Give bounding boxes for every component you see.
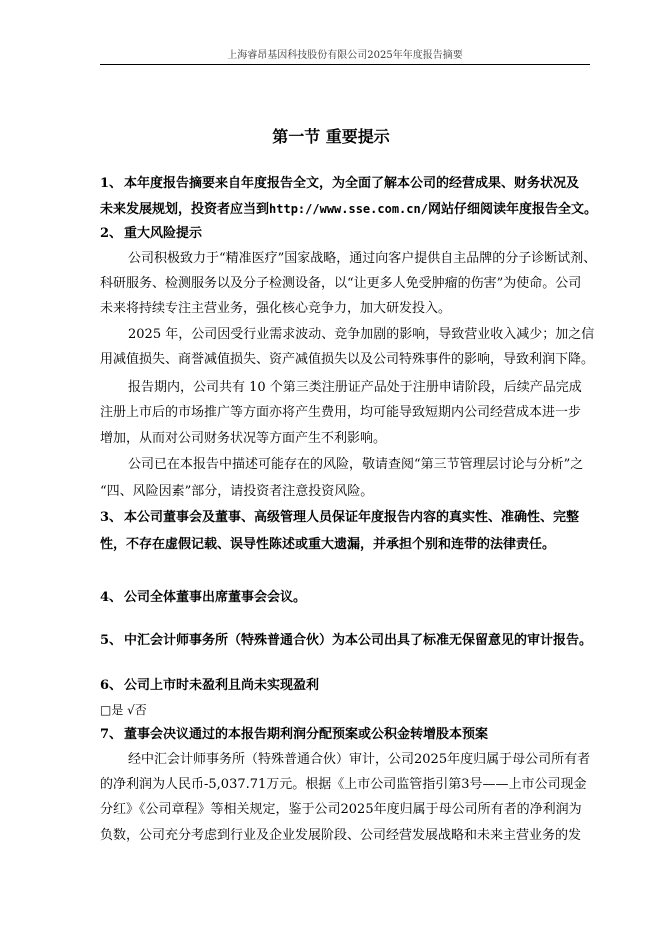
risk-para-4-line-1: 公司已在本报告中描述可能存在的风险，敬请查阅“第三节管理层讨论与分析”之 (128, 457, 584, 472)
risk-para-3-line-3: 增加，从而对公司财务状况等方面产生不利影响。 (100, 431, 387, 446)
item-1-line-2 (100, 201, 600, 218)
item-1-text-1: 本年度报告摘要来自年度报告全文，为全面了解本公司的经营成果、财务状况及 (124, 176, 580, 191)
item-2-title: 重大风险提示 (124, 226, 203, 241)
item-3-line-2: 性，不存在虚假记载、误导性陈述或重大遗漏，并承担个别和连带的法律责任。 (100, 537, 556, 552)
section-title: 第一节 重要提示 (272, 127, 390, 146)
risk-para-1-line-1: 公司积极致力于“精准医疗”国家战略，通过向客户提供自主品牌的分子诊断试剂、 (128, 251, 597, 266)
item-4-number: 4、 (100, 590, 123, 605)
item-2-heading (100, 226, 600, 242)
item-6-choice: □是 √否 (100, 703, 147, 717)
item-6-number: 6、 (100, 678, 123, 693)
risk-para-3-line-2: 注册上市后的市场推广等方面亦将产生费用，均可能导致短期内公司经营成本进一步 (100, 405, 582, 420)
item-1-text-2b: 网站仔细阅读年度报告全文。 (427, 202, 597, 217)
item-6 (100, 678, 600, 694)
item-3-line-1 (100, 510, 600, 526)
item-5-text: 中汇会计师事务所（特殊普通合伙）为本公司出具了标准无保留意见的审计报告。 (124, 633, 593, 648)
risk-para-2-line-2: 用减值损失、商誉减值损失、资产减值损失以及公司特殊事件的影响，导致利润下降。 (100, 352, 595, 367)
item-1-number: 1、 (100, 176, 123, 191)
item-7-number: 7、 (100, 727, 123, 742)
profit-para-line-4: 负数，公司充分考虑到行业及企业发展阶段、公司经营发展战略和未来主营业务的发 (100, 828, 582, 843)
risk-para-4-line-2: “四、风险因素”部分，请投资者注意投资风险。 (100, 484, 374, 499)
item-4 (100, 590, 600, 606)
item-6-text: 公司上市时未盈利且尚未实现盈利 (124, 678, 320, 693)
risk-para-1-line-2: 科研服务、检测服务以及分子检测设备，以“让更多人免受肿瘤的伤害”为使命。公司 (100, 276, 582, 291)
item-2-number: 2、 (100, 226, 123, 241)
profit-para-line-1: 经中汇会计师事务所（特殊普通合伙）审计，公司2025年度归属于母公司所有者 (128, 752, 591, 767)
profit-para-line-2: 的净利润为人民币-5,037.71万元。根据《上市公司监管指引第3号——上市公司现金 (100, 777, 587, 792)
item-4-text: 公司全体董事出席董事会会议。 (124, 590, 307, 605)
risk-para-3-line-1: 报告期内，公司共有 10 个第三类注册证产品处于注册申请阶段，后续产品完成 (128, 380, 582, 395)
item-7 (100, 727, 600, 743)
item-5 (100, 633, 600, 649)
item-3-text-1: 本公司董事会及董事、高级管理人员保证年度报告内容的真实性、准确性、完整 (124, 510, 580, 525)
risk-para-2-line-1: 2025 年，公司因受行业需求波动、竞争加剧的影响，导致营业收入减少；加之信 (128, 327, 595, 342)
page-header: 上海睿昂基因科技股份有限公司2025年年度报告摘要 (100, 46, 590, 65)
profit-para-line-3: 分红》《公司章程》等相关规定，鉴于公司2025年度归属于母公司所有者的净利润为 (100, 802, 582, 817)
sse-link[interactable]: http://www.sse.com.cn/ (269, 202, 428, 216)
item-7-text: 董事会决议通过的本报告期利润分配预案或公积金转增股本预案 (124, 727, 489, 742)
item-5-number: 5、 (100, 633, 123, 648)
item-3-number: 3、 (100, 510, 123, 525)
risk-para-1-line-3: 未来将持续专注主营业务，强化核心竞争力，加大研发投入。 (100, 301, 452, 316)
item-1-text-2a: 未来发展规划，投资者应当到 (100, 202, 270, 217)
item-1-line-1 (100, 176, 600, 192)
